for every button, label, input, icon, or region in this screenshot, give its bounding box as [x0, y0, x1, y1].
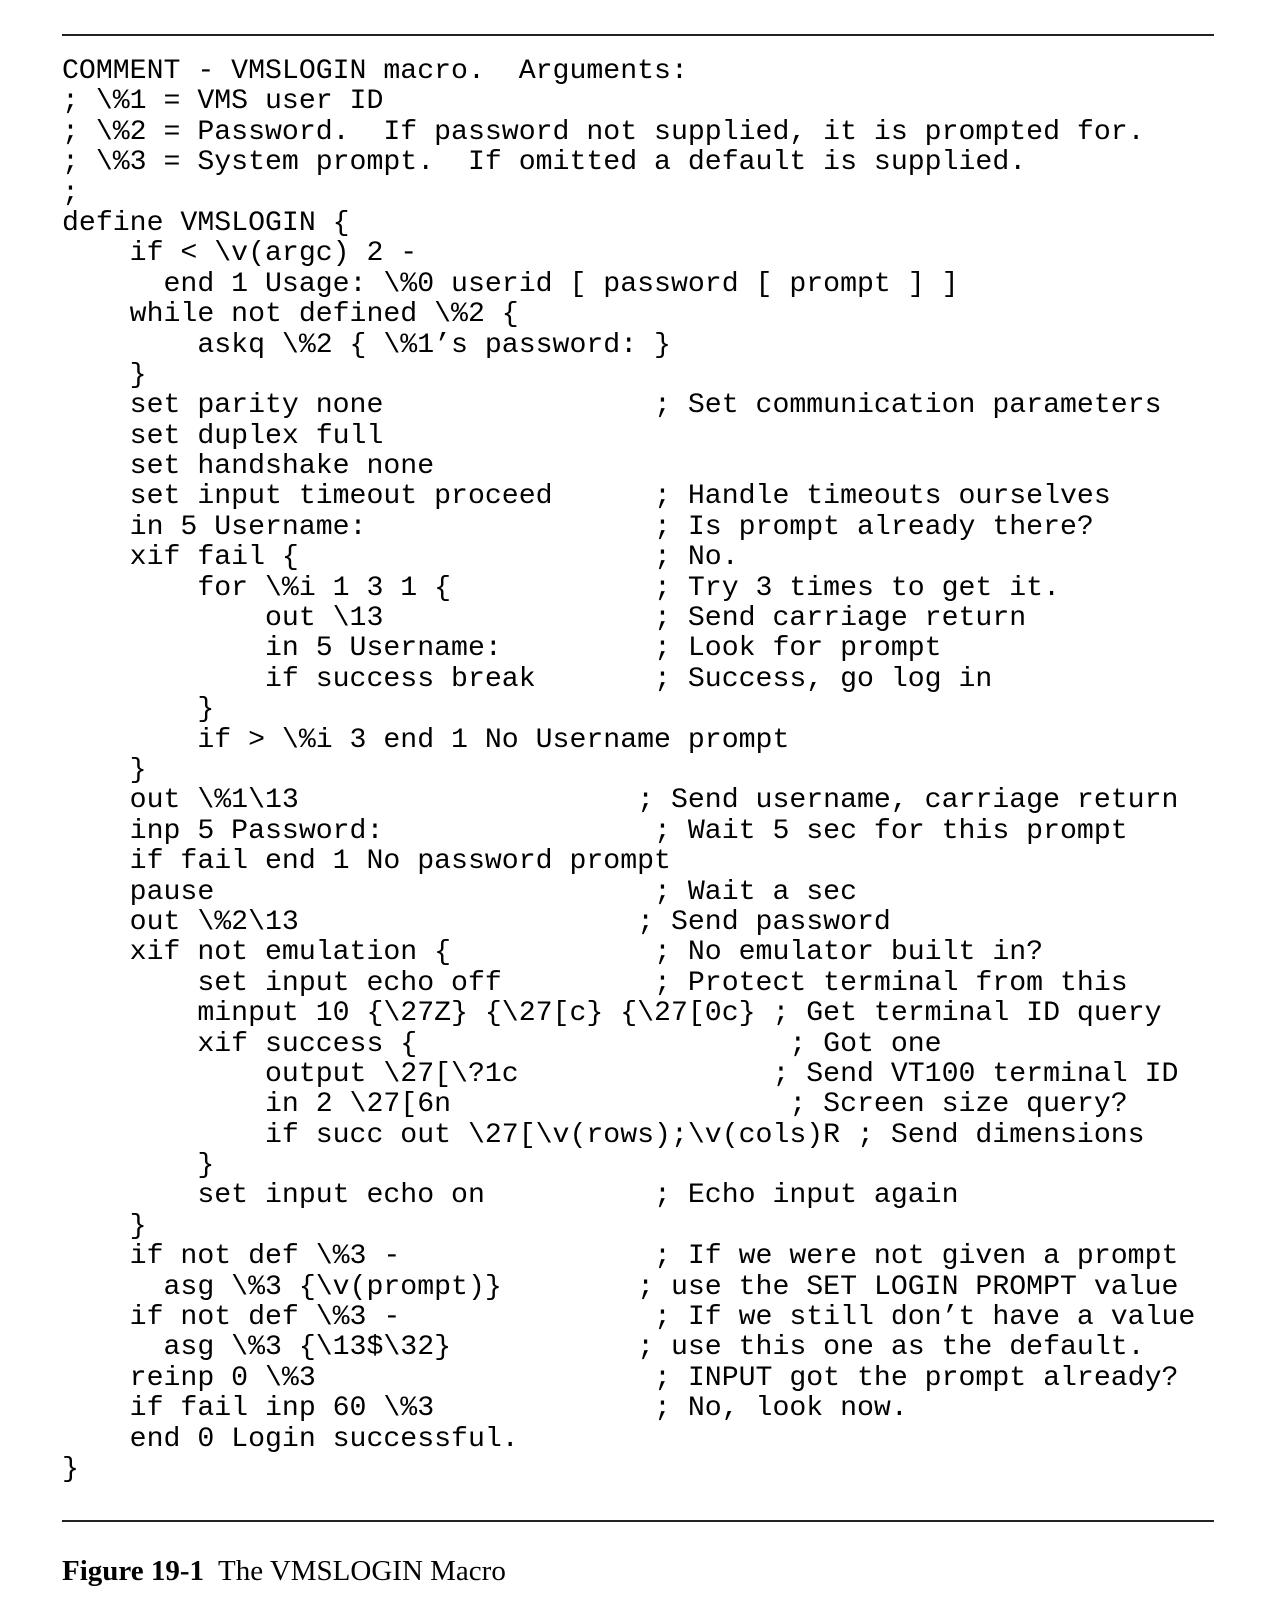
code-line: if < \v(argc) 2 - [62, 238, 418, 270]
code-line: reinp 0 \%3 ; INPUT got the prompt already? [62, 1362, 1179, 1394]
code-line: for \%i 1 3 1 { ; Try 3 times to get it. [62, 572, 1060, 604]
code-line: set handshake none [62, 451, 435, 483]
code-line: while not defined \%2 { [62, 299, 519, 331]
code-line: } [62, 1150, 215, 1182]
code-line: ; [62, 177, 79, 209]
top-rule [62, 34, 1214, 36]
code-line: ; \%1 = VMS user ID [62, 86, 384, 118]
code-line: if > \%i 3 end 1 No Username prompt [62, 724, 790, 756]
code-line: out \%2\13 ; Send password [62, 906, 891, 938]
code-line: in 5 Username: ; Is prompt already there? [62, 511, 1094, 543]
code-line: if not def \%3 - ; If we were not given a prompt [62, 1241, 1179, 1273]
code-line: if succ out \27[\v(rows);\v(cols)R ; Send dimensions [62, 1119, 1145, 1151]
code-line: set input timeout proceed ; Handle timeouts ourselves [62, 481, 1111, 513]
code-line: if fail inp 60 \%3 ; No, look now. [62, 1393, 908, 1425]
code-line: xif not emulation { ; No emulator built in? [62, 937, 1044, 969]
code-line: } [62, 694, 215, 726]
code-line: set duplex full [62, 420, 384, 452]
bottom-rule [62, 1520, 1214, 1522]
figure-label: Figure 19-1 [62, 1555, 205, 1587]
code-line: ; \%2 = Password. If password not supplied, it is prompted for. [62, 116, 1145, 148]
code-line: minput 10 {\27Z} {\27[c} {\27[0c} ; Get terminal ID query [62, 998, 1162, 1030]
code-line: xif fail { ; No. [62, 542, 739, 574]
code-line: } [62, 1210, 147, 1242]
code-line: output \27[\?1c ; Send VT100 terminal ID [62, 1058, 1179, 1090]
code-line: end 1 Usage: \%0 userid [ password [ prompt ] ] [62, 268, 959, 300]
code-line: xif success { ; Got one [62, 1028, 942, 1060]
code-line: if not def \%3 - ; If we still don’t have a value [62, 1302, 1196, 1334]
code-line: asg \%3 {\13$\32} ; use this one as the default. [62, 1332, 1145, 1364]
figure-caption [62, 1555, 506, 1588]
code-line: asg \%3 {\v(prompt)} ; use the SET LOGIN PROMPT value [62, 1271, 1179, 1303]
code-line: end 0 Login successful. [62, 1423, 519, 1455]
code-line: } [62, 754, 147, 786]
code-line: define VMSLOGIN { [62, 207, 350, 239]
code-line: askq \%2 { \%1’s password: } [62, 329, 671, 361]
code-line: set input echo off ; Protect terminal from this [62, 967, 1128, 999]
code-line: ; \%3 = System prompt. If omitted a default is supplied. [62, 147, 1027, 179]
code-line: set parity none ; Set communication parameters [62, 390, 1162, 422]
code-listing [62, 57, 1232, 1485]
code-line: in 2 \27[6n ; Screen size query? [62, 1089, 1128, 1121]
code-line: set input echo on ; Echo input again [62, 1180, 959, 1212]
code-line: out \%1\13 ; Send username, carriage return [62, 785, 1179, 817]
code-line: inp 5 Password: ; Wait 5 sec for this prompt [62, 815, 1128, 847]
code-line: if success break ; Success, go log in [62, 663, 993, 695]
figure-title: The VMSLOGIN Macro [218, 1555, 506, 1587]
code-line: pause ; Wait a sec [62, 876, 858, 908]
code-line: out \13 ; Send carriage return [62, 603, 1027, 635]
code-line: in 5 Username: ; Look for prompt [62, 633, 942, 665]
code-line: if fail end 1 No password prompt [62, 846, 671, 878]
code-line: COMMENT - VMSLOGIN macro. Arguments: [62, 56, 688, 87]
code-line: } [62, 359, 147, 391]
code-line: } [62, 1453, 79, 1485]
